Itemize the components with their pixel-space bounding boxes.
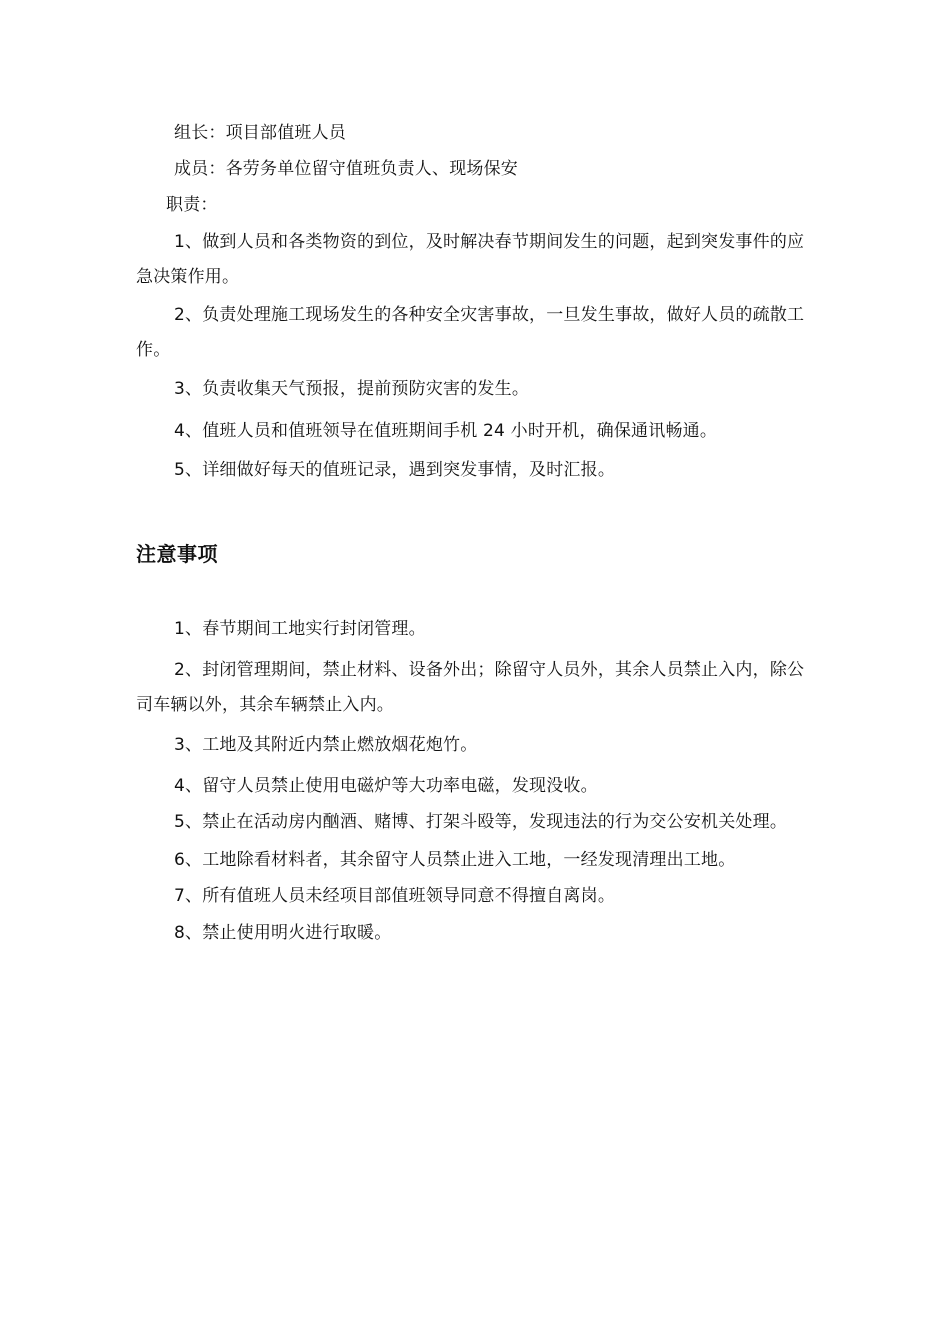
note-item: 8、禁止使用明火进行取暖。 bbox=[174, 923, 392, 943]
notes-heading: 注意事项 bbox=[136, 542, 218, 566]
duty-item: 1、做到人员和各类物资的到位，及时解决春节期间发生的问题，起到突发事件的应急决策作用。 bbox=[136, 232, 805, 287]
note-item: 4、留守人员禁止使用电磁炉等大功率电磁，发现没收。 bbox=[174, 776, 598, 796]
team-members-line: 成员：各劳务单位留守值班负责人、现场保安 bbox=[174, 159, 518, 179]
duty-item: 4、值班人员和值班领导在值班期间手机 24 小时开机，确保通讯畅通。 bbox=[174, 421, 718, 441]
note-item: 6、工地除看材料者，其余留守人员禁止进入工地，一经发现清理出工地。 bbox=[174, 850, 736, 870]
duty-item: 2、负责处理施工现场发生的各种安全灾害事故，一旦发生事故，做好人员的疏散工作。 bbox=[136, 305, 805, 360]
duty-item: 3、负责收集天气预报，提前预防灾害的发生。 bbox=[174, 379, 530, 399]
note-item: 7、所有值班人员未经项目部值班领导同意不得擅自离岗。 bbox=[174, 886, 616, 906]
note-item: 2、封闭管理期间，禁止材料、设备外出；除留守人员外，其余人员禁止入内，除公司车辆以外，其余车辆禁止入内。 bbox=[136, 660, 805, 715]
duties-label: 职责： bbox=[166, 195, 218, 215]
note-item: 5、禁止在活动房内酗酒、赌博、打架斗殴等，发现违法的行为交公安机关处理。 bbox=[174, 812, 788, 832]
duty-item: 5、详细做好每天的值班记录，遇到突发事情，及时汇报。 bbox=[174, 460, 616, 480]
note-item: 1、春节期间工地实行封闭管理。 bbox=[174, 619, 426, 639]
team-leader-line: 组长：项目部值班人员 bbox=[174, 123, 346, 143]
note-item: 3、工地及其附近内禁止燃放烟花炮竹。 bbox=[174, 735, 478, 755]
